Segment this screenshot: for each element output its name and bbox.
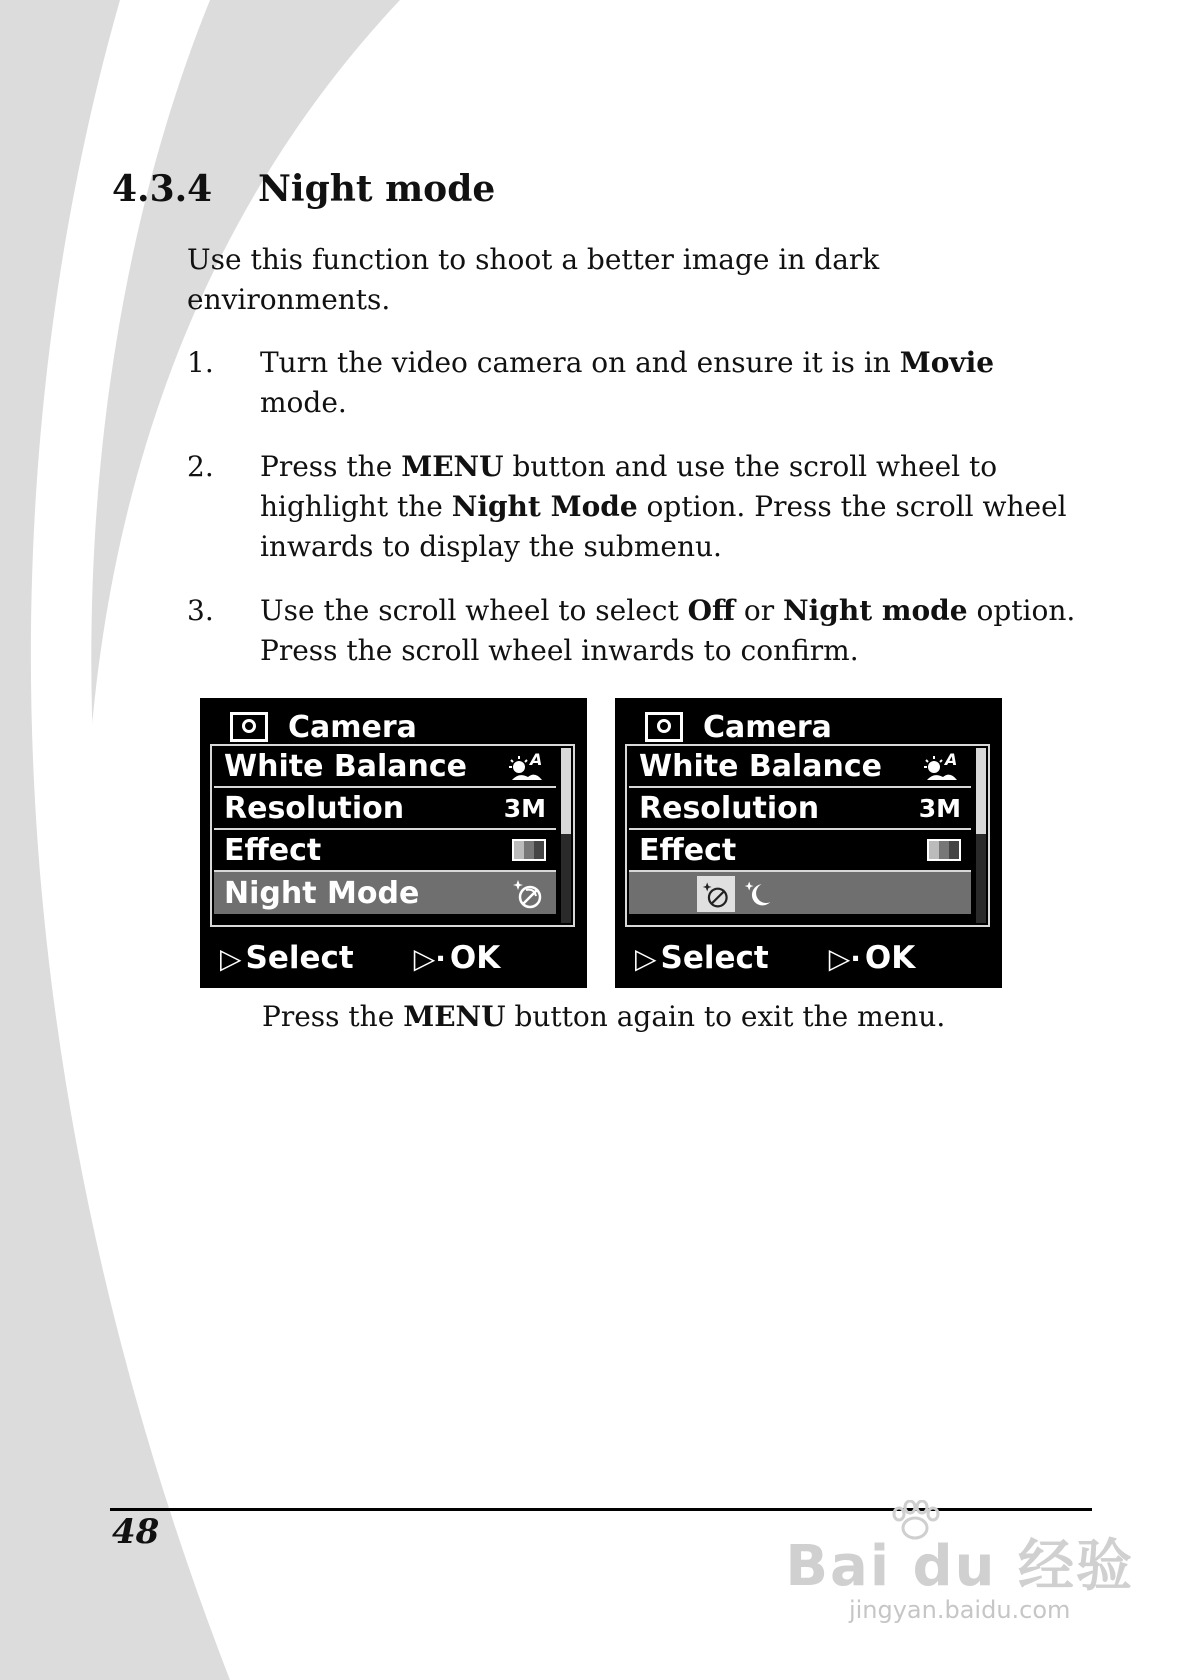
menu-item-white-balance[interactable]: White Balance A [214,746,556,788]
ok-hint: ▷· OK [828,940,916,976]
scroll-wheel-icon: ▷ [635,941,657,975]
scroll-thumb[interactable] [976,748,986,834]
night-mode-off-icon [700,879,732,909]
auto-white-balance-icon [923,750,961,782]
ok-hint: ▷· OK [413,940,501,976]
night-mode-off-option[interactable] [697,876,735,912]
menu-item-effect[interactable]: Effect [214,830,556,872]
camera-menu-screen-2 [615,698,1002,988]
menu-footer [220,932,580,984]
press-icon: ▷· [828,941,861,975]
camera-icon [645,712,683,742]
effect-icon [512,839,546,861]
menu-item-white-balance[interactable]: White Balance A [629,746,971,788]
press-icon: ▷· [413,941,446,975]
menu-list [625,744,990,927]
menu-scrollbar[interactable] [561,748,571,923]
section-title: Night mode [258,168,496,210]
menu-item-resolution[interactable]: Resolution 3M [629,788,971,830]
step-text: Press the MENU button and use the scroll wheel to highlight the Night Mode option. Press the scroll wheel inwards to display the submenu. [260,450,1067,563]
watermark [785,1522,1134,1624]
svg-text:A: A [530,750,543,769]
scroll-thumb[interactable] [561,748,571,834]
menu-footer [635,932,995,984]
select-hint: ▷ Select [220,940,354,976]
intro-paragraph: Use this function to shoot a better image in dark environments. [187,243,880,316]
paw-icon [885,1500,945,1540]
select-hint: ▷ Select [635,940,769,976]
effect-icon [927,839,961,861]
watermark-logo: Bai du 经验 [785,1534,1134,1599]
night-mode-on-icon [742,879,774,909]
menu-item-effect[interactable]: Effect [629,830,971,872]
svg-text:A: A [945,750,958,769]
night-mode-off-icon [510,876,546,910]
step-number: 3. [187,594,214,627]
menu-title: Camera [288,709,417,745]
step-number: 2. [187,450,214,483]
section-number: 4.3.4 [112,168,213,210]
camera-menu-screen-1 [200,698,587,988]
step-text: Use the scroll wheel to select Off or Night mode option. Press the scroll wheel inwards to confirm. [260,594,1076,667]
menu-item-night-mode[interactable]: Night Mode [214,872,556,914]
page-number: 48 [112,1512,160,1552]
auto-white-balance-icon [508,750,546,782]
menu-title: Camera [703,709,832,745]
menu-list [210,744,575,927]
night-mode-on-option[interactable] [739,876,777,912]
resolution-value: 3M [918,793,961,823]
step-number: 1. [187,346,214,379]
menu-scrollbar[interactable] [976,748,986,923]
caption: Press the MENU button again to exit the menu. [262,1000,946,1033]
resolution-value: 3M [503,793,546,823]
step-text: Turn the video camera on and ensure it is in Movie mode. [260,346,995,419]
watermark-url: jingyan.baidu.com [848,1596,1071,1624]
night-mode-submenu [629,872,971,914]
camera-icon [230,712,268,742]
menu-item-resolution[interactable]: Resolution 3M [214,788,556,830]
scroll-wheel-icon: ▷ [220,941,242,975]
